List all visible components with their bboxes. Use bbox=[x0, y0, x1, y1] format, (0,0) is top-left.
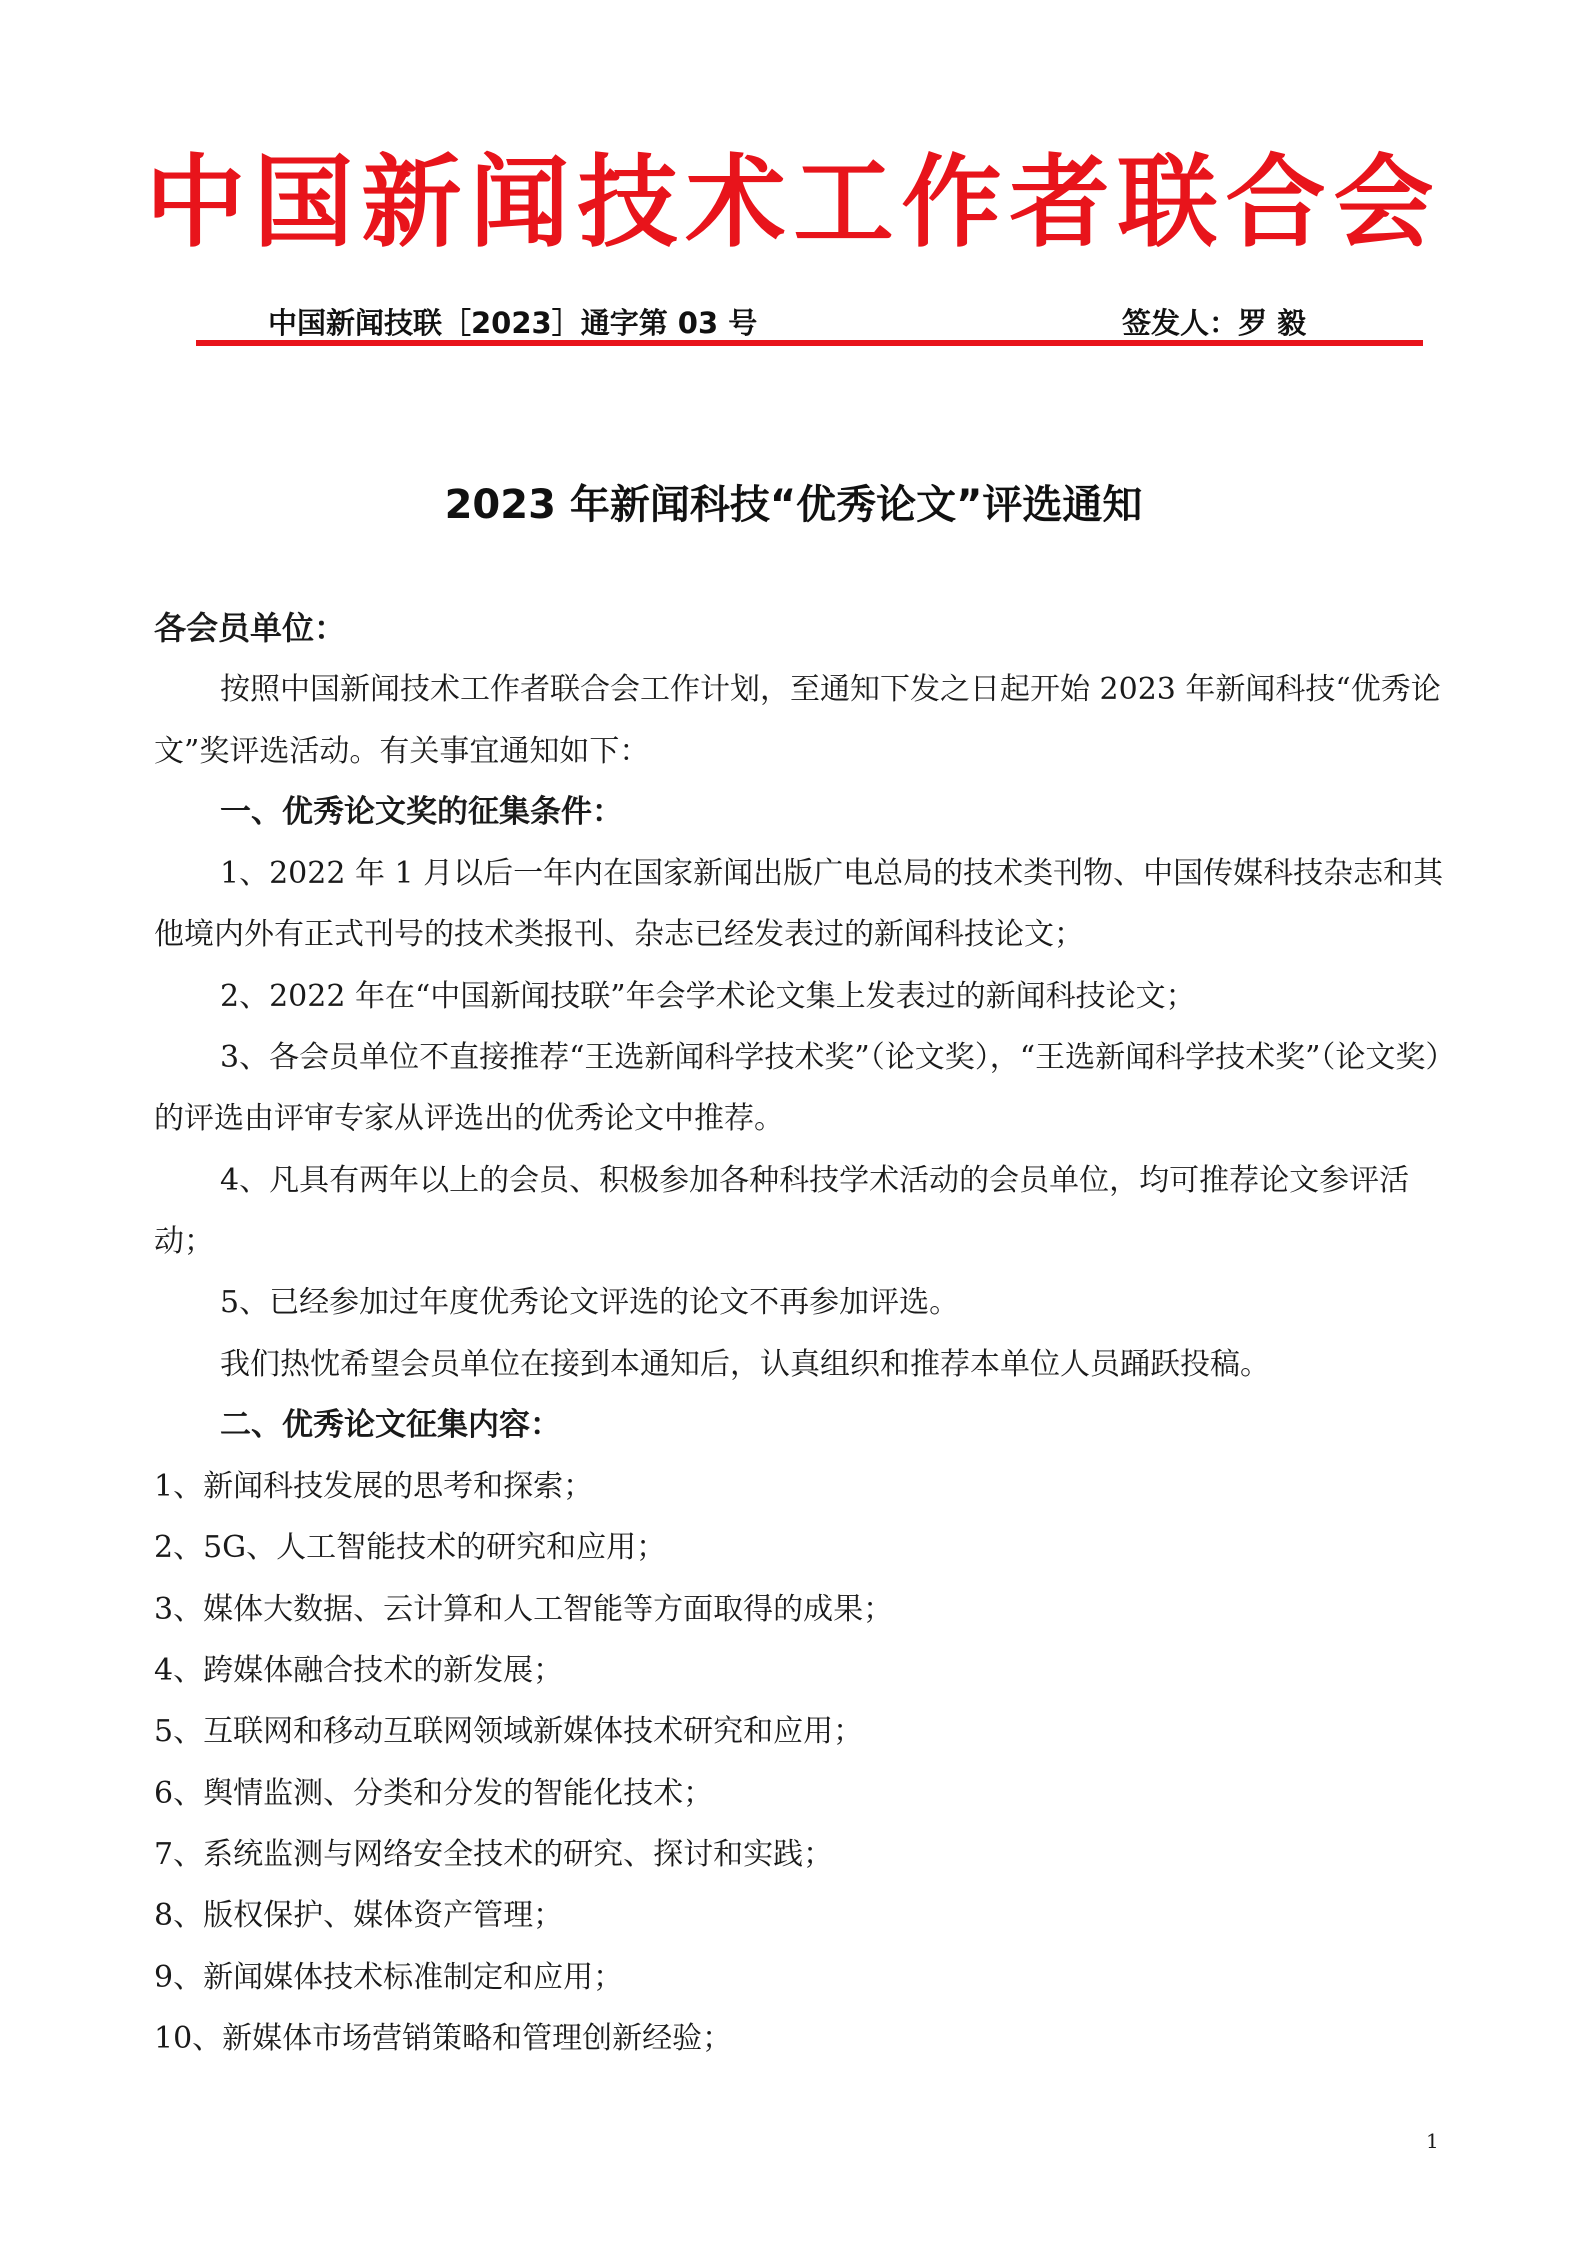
section2-item: 4、跨媒体融合技术的新发展； bbox=[154, 1653, 564, 1689]
section1-closing: 我们热忱希望会员单位在接到本通知后，认真组织和推荐本单位人员踊跃投稿。 bbox=[220, 1346, 1270, 1382]
section2-item: 2、5G、人工智能技术的研究和应用； bbox=[154, 1530, 667, 1566]
section2-item: 7、系统监测与网络安全技术的研究、探讨和实践； bbox=[154, 1836, 834, 1872]
document-number: 中国新闻技联［2023］通字第 03 号 bbox=[268, 306, 758, 340]
document-title: 2023 年新闻科技“优秀论文”评选通知 bbox=[444, 482, 1143, 528]
section1-item: 3、各会员单位不直接推荐“王选新闻科学技术奖”（论文奖），“王选新闻科学技术奖”（论文奖）的评选由评审专家从评选出的优秀论文中推荐。 bbox=[154, 1040, 1441, 1137]
salutation: 各会员单位： bbox=[154, 609, 347, 647]
section1-item: 2、2022 年在“中国新闻技联”年会学术论文集上发表过的新闻科技论文； bbox=[220, 978, 1196, 1014]
section2-item: 1、新闻科技发展的思考和探索； bbox=[154, 1469, 594, 1505]
page-number: 1 bbox=[1426, 2129, 1439, 2153]
masthead-title: 中国新闻技术工作者联合会 bbox=[145, 144, 1442, 261]
section1-item: 4、凡具有两年以上的会员、积极参加各种科技学术活动的会员单位，均可推荐论文参评活动； bbox=[154, 1162, 1410, 1259]
section2-item: 10、新媒体市场营销策略和管理创新经验； bbox=[154, 2020, 733, 2056]
section2-heading: 二、优秀论文征集内容： bbox=[220, 1406, 561, 1443]
red-divider bbox=[196, 340, 1423, 346]
section2-item: 5、互联网和移动互联网领域新媒体技术研究和应用； bbox=[154, 1714, 864, 1750]
document-body bbox=[154, 598, 1444, 2069]
section2-item: 8、版权保护、媒体资产管理； bbox=[154, 1898, 564, 1934]
issuer: 签发人：罗 毅 bbox=[1122, 306, 1307, 340]
section1-item: 5、已经参加过年度优秀论文评选的论文不再参加评选。 bbox=[220, 1285, 960, 1321]
section2-item: 3、媒体大数据、云计算和人工智能等方面取得的成果； bbox=[154, 1591, 894, 1627]
section2-item: 6、舆情监测、分类和分发的智能化技术； bbox=[154, 1775, 714, 1811]
section1-heading: 一、优秀论文奖的征集条件： bbox=[220, 793, 623, 830]
section1-item: 1、2022 年 1 月以后一年内在国家新闻出版广电总局的技术类刊物、中国传媒科技杂志和其他境内外有正式刊号的技术类报刊、杂志已经发表过的新闻科技论文； bbox=[154, 856, 1444, 953]
section2-item: 9、新闻媒体技术标准制定和应用； bbox=[154, 1959, 624, 1995]
intro-paragraph: 按照中国新闻技术工作者联合会工作计划，至通知下发之日起开始 2023 年新闻科技“优秀论文”奖评选活动。有关事宜通知如下： bbox=[154, 672, 1441, 769]
